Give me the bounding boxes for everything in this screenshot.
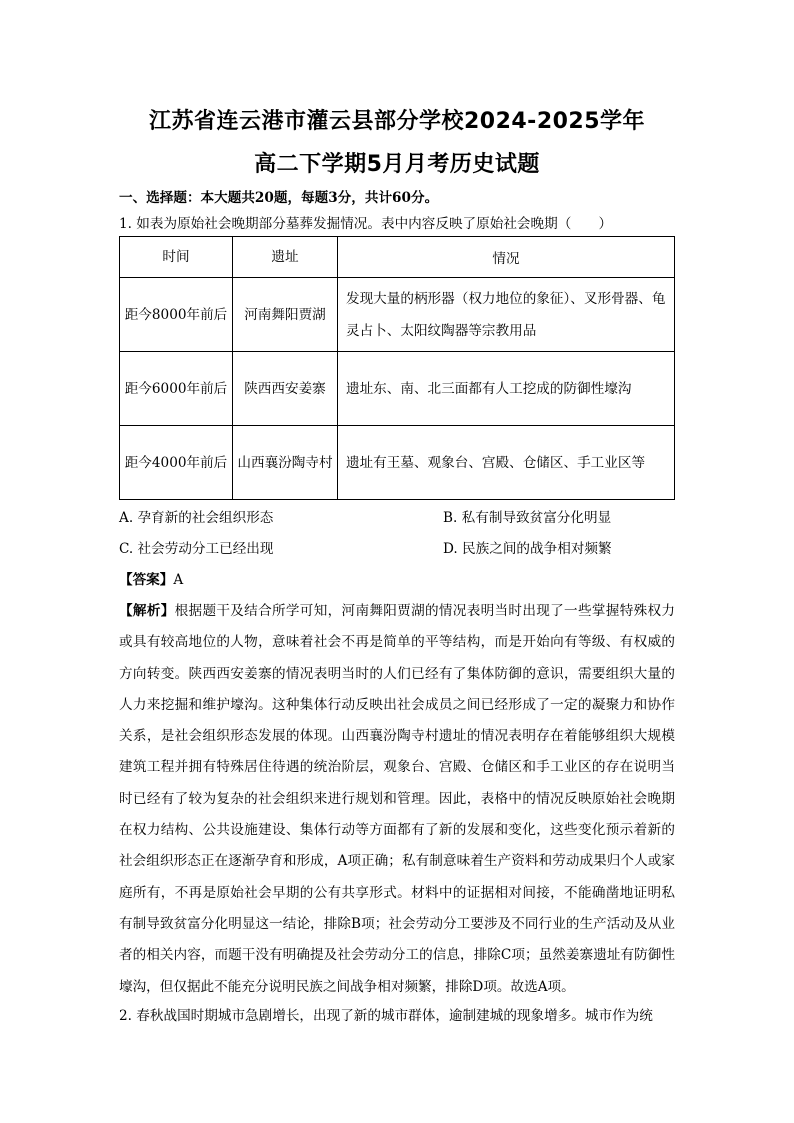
question-1-stem: 1. 如表为原始社会晚期部分墓葬发掘情况。表中内容反映了原始社会晚期（ ） (119, 216, 613, 232)
answer-value: A (173, 572, 184, 588)
table-cell-site: 山西襄汾陶寺村 (233, 426, 338, 500)
table-header-row (120, 237, 675, 278)
answer-label: 【答案】 (119, 572, 174, 588)
table-cell-time: 距今4000年前后 (120, 426, 233, 500)
table-cell-detail: 遗址有王墓、观象台、宫殿、仓储区、手工业区等 (338, 426, 675, 500)
analysis-label: 【解析】 (119, 603, 175, 619)
exam-title-line2: 高二下学期5月月考历史试题 (254, 152, 540, 177)
analysis-text: 根据题干及结合所学可知，河南舞阳贾湖的情况表明当时出现了一些掌握特殊权力或具有较高地位的人物，意味着社会不再是简单的平等结构，而是开始向有等级、有权威的方向转变。陕西西安姜寨的情况表明当时的人们已经有了集体防御的意识，需要组织大量的人力来挖掘和维护壕沟。这种集体行动反映出社会成员之间已经形成了一定的凝聚力和协作关系，是社会组织形态发展的体现。山西襄汾陶寺村遗址的情况表明存在着能够组织大规模建筑工程并拥有特殊居住待遇的统治阶层，观象台、宫殿、仓储区和手工业区的存在说明当时已经有了较为复杂的社会组织来进行规划和管理。因此，表格中的情况反映原始社会晚期在权力结构、公共设施建设、集体行动等方面都有了新的发展和变化，这些变化预示着新的社会组织形态正在逐渐孕育和形成，A项正确；私有制意味着生产资料和劳动成果归个人或家庭所有，不再是原始社会早期的公有共享形式。材料中的证据相对间接，不能确凿地证明私有制导致贫富分化明显这一结论，排除B项；社会劳动分工要涉及不同行业的生产活动及从业者的相关内容，而题干没有明确提及社会劳动分工的信息，排除C项；虽然姜寨遗址有防御性壕沟，但仅据此不能充分说明民族之间战争相对频繁，排除D项。故选A项。 (119, 603, 676, 995)
section-header: 一、选择题：本大题共20题，每题3分，共计60分。 (119, 190, 439, 206)
option-c: C. 社会劳动分工已经出现 (119, 541, 274, 557)
option-d: D. 民族之间的战争相对频繁 (443, 541, 612, 557)
analysis-paragraph (119, 596, 675, 1003)
table-cell-time: 距今8000年前后 (120, 278, 233, 352)
table-cell-time: 距今6000年前后 (120, 352, 233, 426)
table-cell-site: 河南舞阳贾湖 (233, 278, 338, 352)
answer-line (119, 568, 183, 588)
table-row (120, 426, 675, 500)
option-b: B. 私有制导致贫富分化明显 (443, 510, 612, 526)
excavation-table (119, 236, 675, 500)
table-header-time: 时间 (120, 237, 233, 278)
table-row (120, 352, 675, 426)
table-cell-detail: 发现大量的柄形器（权力地位的象征）、叉形骨器、龟灵占卜、太阳纹陶器等宗教用品 (338, 278, 675, 352)
question-2-stem: 2. 春秋战国时期城市急剧增长，出现了新的城市群体，逾制建城的现象增多。城市作为统 (119, 1008, 653, 1024)
option-a: A. 孕育新的社会组织形态 (119, 510, 274, 526)
table-header-site: 遗址 (233, 237, 338, 278)
table-cell-site: 陕西西安姜寨 (233, 352, 338, 426)
table-row (120, 278, 675, 352)
table-header-detail: 情况 (338, 237, 675, 278)
exam-title-line1: 江苏省连云港市灌云县部分学校2024-2025学年 (148, 109, 646, 134)
table-cell-detail: 遗址东、南、北三面都有人工挖成的防御性壕沟 (338, 352, 675, 426)
